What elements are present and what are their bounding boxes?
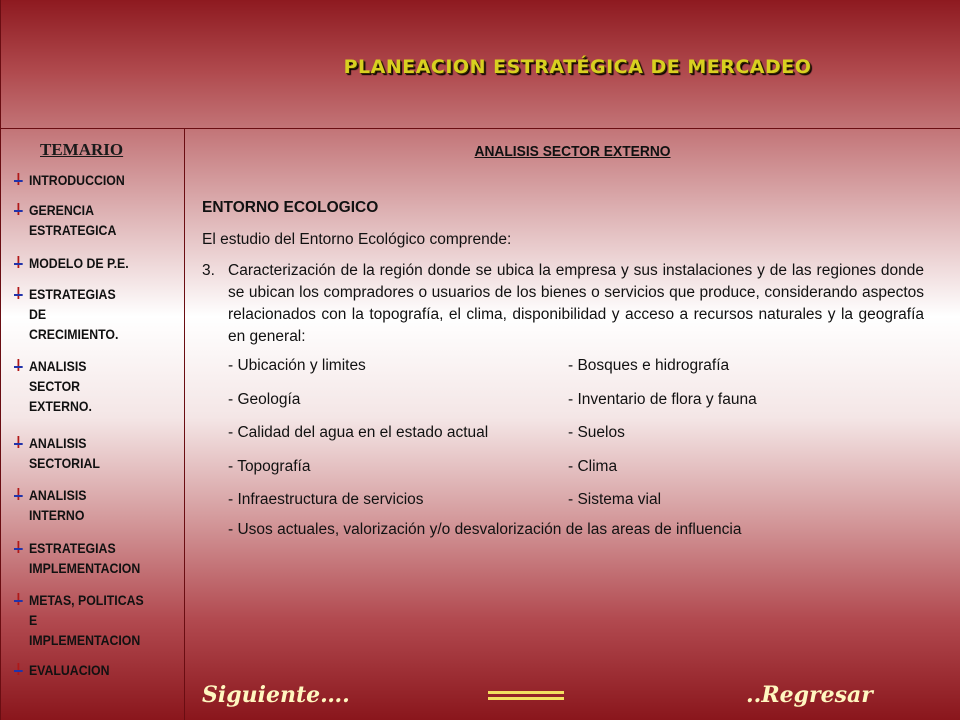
sidebar-item-estrategias-implementacion[interactable] [14, 538, 164, 578]
item-text: Caracterización de la región donde se ubica la empresa y sus instalaciones y de las regiones donde se ubican los compradores o usuarios de los bienes o servicios que produce, considerando aspectos relacionados con la topografía, el clima, disponibilidad y acceso a recursos naturales y la geografía en general: [228, 262, 924, 345]
section-title: ANALISIS SECTOR EXTERNO [474, 143, 671, 160]
next-button[interactable]: Siguiente…. [202, 682, 350, 708]
sidebar-item-analisis-interno[interactable] [14, 485, 164, 525]
pushpin-bullet-icon [14, 488, 23, 500]
list-item: - Sistema vial [568, 491, 662, 508]
list-item: - Ubicación y limites [228, 357, 366, 374]
item-number: 3. [202, 262, 215, 279]
subheading: ENTORNO ECOLOGICO [202, 199, 379, 216]
sidebar-item-gerencia-estrategica[interactable] [14, 200, 164, 240]
list-item: - Geología [228, 390, 301, 408]
sidebar-item-analisis-sector-externo[interactable] [14, 356, 164, 416]
list-item: - Topografía [228, 457, 311, 475]
sidebar-item-evaluacion[interactable] [14, 660, 164, 680]
sidebar-item-label: MODELO DE P.E. [28, 255, 129, 271]
sidebar-item-label: INTRODUCCION [28, 172, 125, 188]
list-item: - Bosques e hidrografía [568, 357, 730, 374]
pushpin-bullet-icon [14, 541, 23, 553]
pushpin-bullet-icon [14, 287, 23, 299]
page-title: PLANEACION ESTRATÉGICA DE MERCADEO [343, 56, 812, 78]
sidebar-item-label: ANALISIS SECTORIAL [28, 435, 100, 471]
intro-text: El estudio del Entorno Ecológico comprende: [202, 231, 512, 248]
sidebar-item-label: GERENCIA ESTRATEGICA [28, 202, 117, 238]
sidebar-item-metas-politicas[interactable] [14, 590, 164, 650]
header-divider [0, 128, 960, 129]
content-body [202, 195, 924, 540]
sidebar-item-label: ANALISIS SECTOR EXTERNO. [28, 358, 92, 414]
list-row [228, 390, 924, 424]
pushpin-bullet-icon [14, 203, 23, 215]
back-button[interactable]: ..Regresar [746, 682, 873, 708]
sidebar-divider [184, 128, 185, 720]
sidebar-item-label: ANALISIS INTERNO [28, 487, 87, 523]
pushpin-bullet-icon [14, 359, 23, 371]
frame-border-left [0, 0, 1, 720]
list-row [228, 457, 924, 491]
list-item-last: - Usos actuales, valorización y/o desvalorización de las areas de influencia [228, 520, 742, 538]
pushpin-bullet-icon [14, 173, 23, 185]
sidebar-item-modelo-pe[interactable] [14, 253, 164, 273]
pushpin-bullet-icon [14, 256, 23, 268]
aspects-list [228, 356, 924, 524]
sidebar-item-label: ESTRATEGIAS DE CRECIMIENTO. [28, 286, 119, 342]
list-row [228, 356, 924, 390]
pushpin-bullet-icon [14, 436, 23, 448]
sidebar-item-label: EVALUACION [28, 662, 110, 678]
numbered-item [202, 260, 924, 348]
pushpin-bullet-icon [14, 593, 23, 605]
sidebar-title: TEMARIO [40, 140, 124, 159]
list-item: - Infraestructura de servicios [228, 491, 424, 508]
pushpin-bullet-icon [14, 663, 23, 675]
double-line-divider-icon [488, 691, 564, 702]
sidebar-item-introduccion[interactable] [14, 170, 164, 190]
list-item: - Inventario de flora y fauna [568, 390, 757, 408]
sidebar-item-estrategias-crecimiento[interactable] [14, 284, 164, 344]
list-item: - Suelos [568, 424, 625, 441]
sidebar-item-label: ESTRATEGIAS IMPLEMENTACION [28, 540, 141, 576]
sidebar-item-label: METAS, POLITICAS E IMPLEMENTACION [28, 592, 144, 648]
list-row [228, 423, 924, 457]
list-item: - Clima [568, 457, 618, 475]
list-row [228, 490, 924, 524]
sidebar-item-analisis-sectorial[interactable] [14, 433, 164, 473]
list-item: - Calidad del agua en el estado actual [228, 424, 489, 441]
